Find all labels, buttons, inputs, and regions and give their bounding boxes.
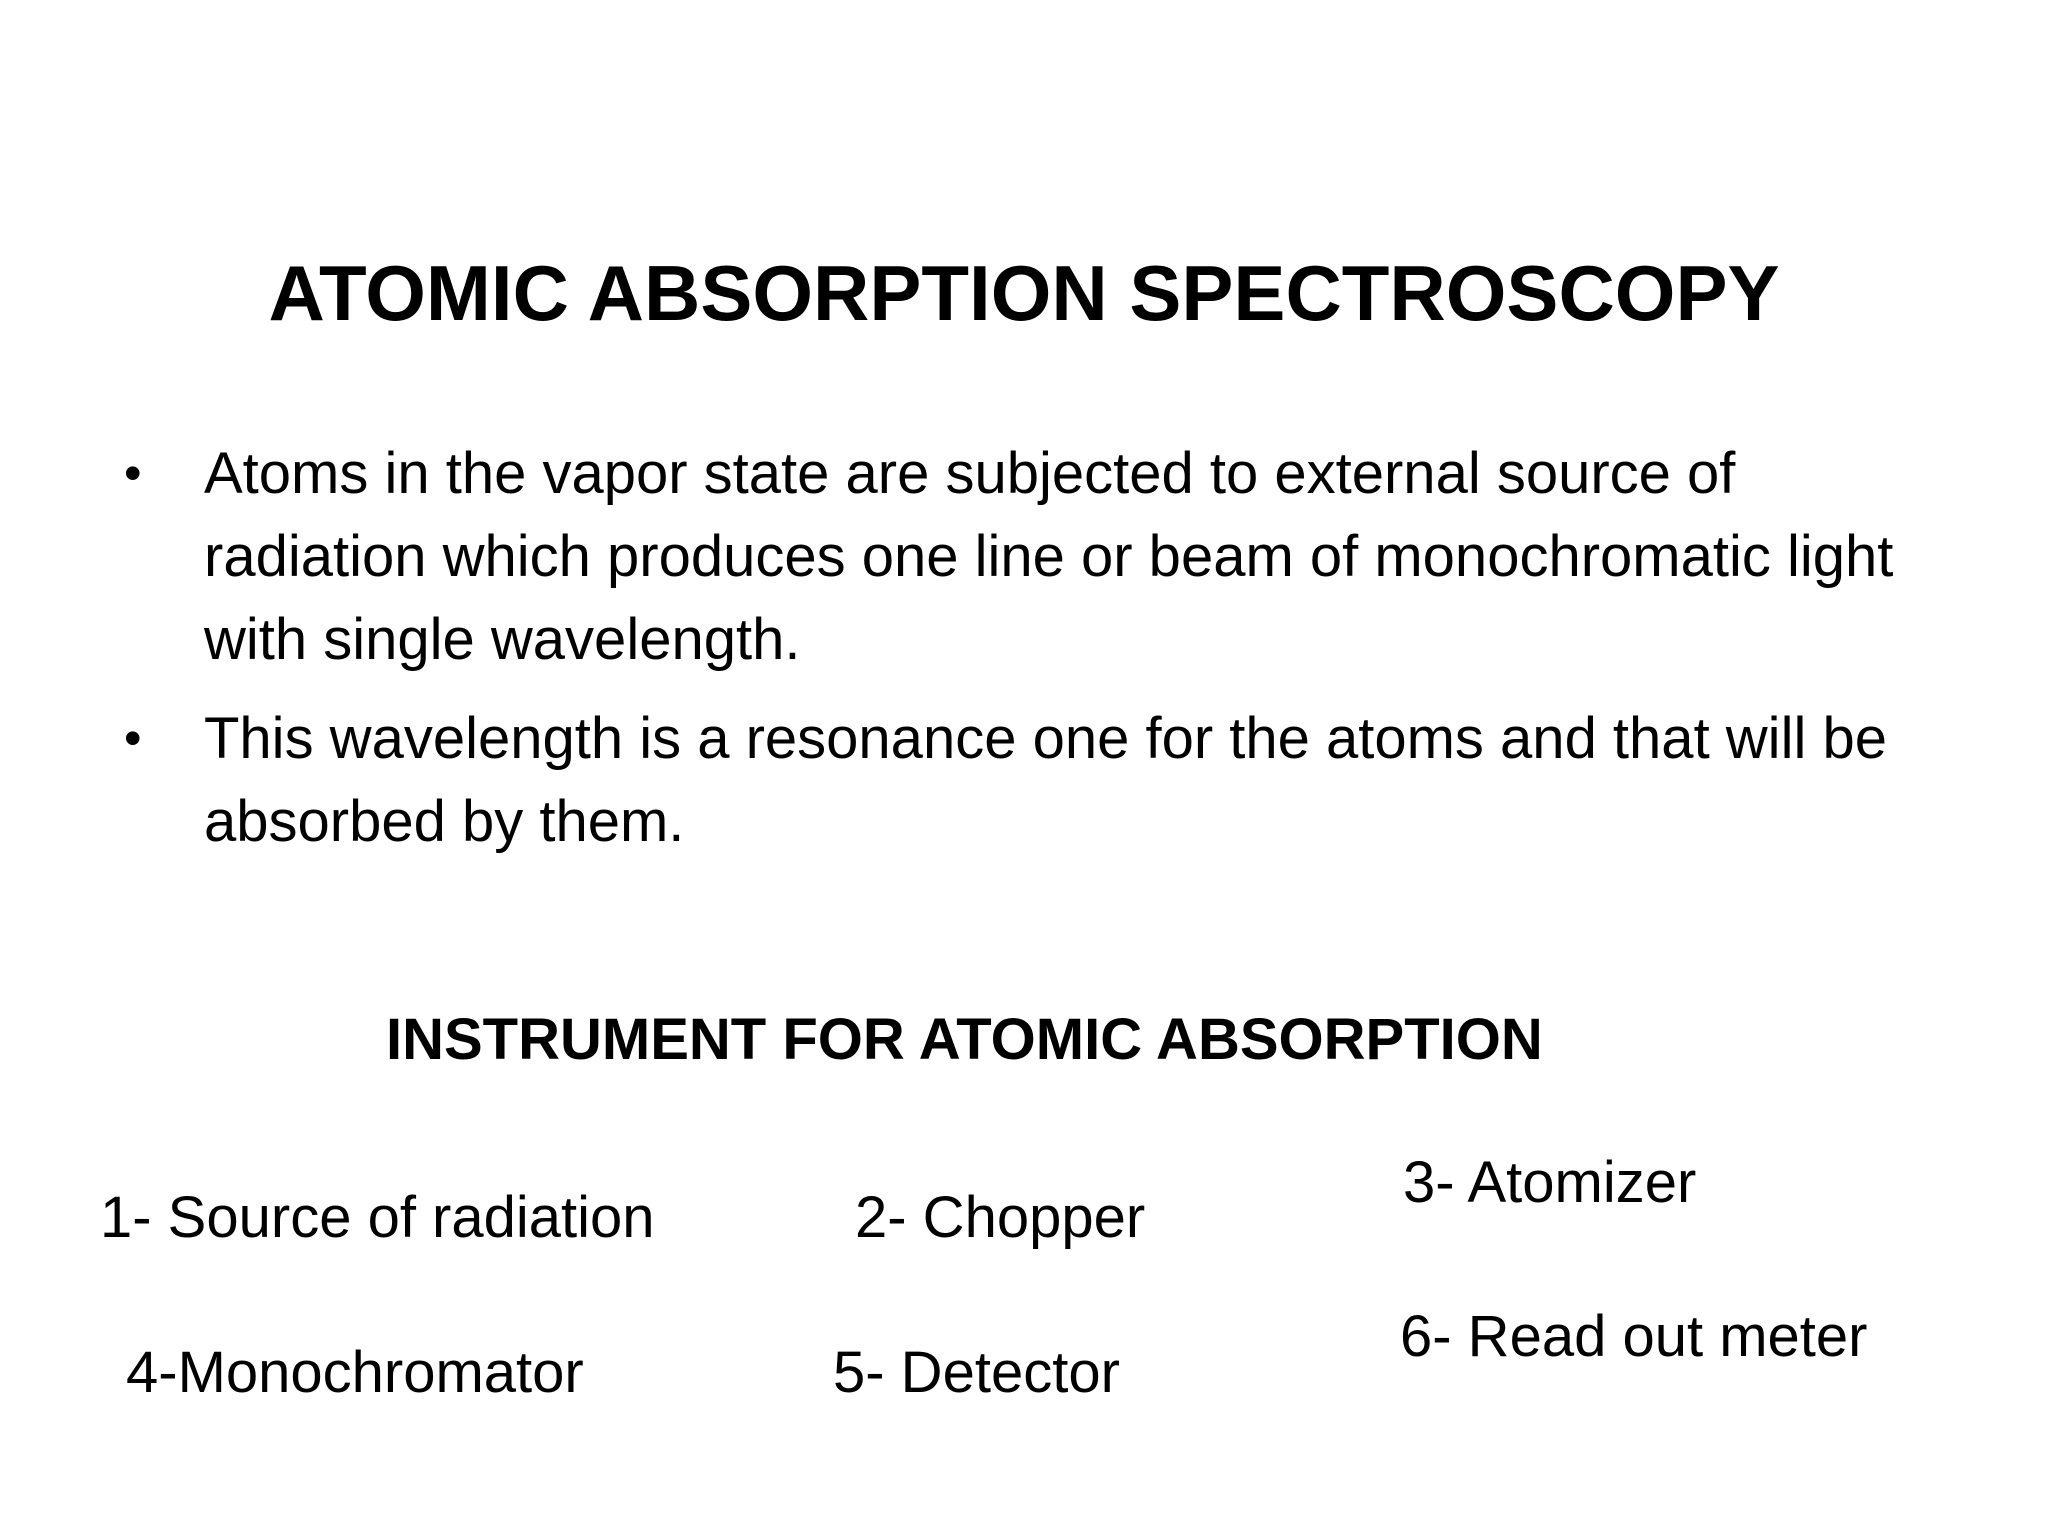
bullet-text: This wavelength is a resonance one for the atoms and that will be absorbed by them. (204, 706, 1887, 854)
bullet-marker: • (124, 710, 142, 766)
bullet-marker: • (124, 445, 142, 501)
bullet-text: Atoms in the vapor state are subjected to external source of radiation which produces one line or beam of monochromatic light with single wavelength. (204, 441, 1894, 672)
bullet-item (124, 432, 1964, 681)
bullet-list (124, 432, 1964, 879)
slide-title: ATOMIC ABSORPTION SPECTROSCOPY (268, 249, 1780, 337)
bullet-item (124, 697, 1964, 863)
component-detector: 5- Detector (833, 1340, 1120, 1405)
component-atomizer: 3- Atomizer (1403, 1150, 1697, 1215)
component-monochromator: 4-Monochromator (126, 1340, 584, 1405)
component-read-out-meter: 6- Read out meter (1400, 1304, 1868, 1369)
instrument-heading: INSTRUMENT FOR ATOMIC ABSORPTION (386, 1007, 1543, 1072)
component-source-of-radiation: 1- Source of radiation (100, 1185, 655, 1250)
component-chopper: 2- Chopper (855, 1185, 1146, 1250)
